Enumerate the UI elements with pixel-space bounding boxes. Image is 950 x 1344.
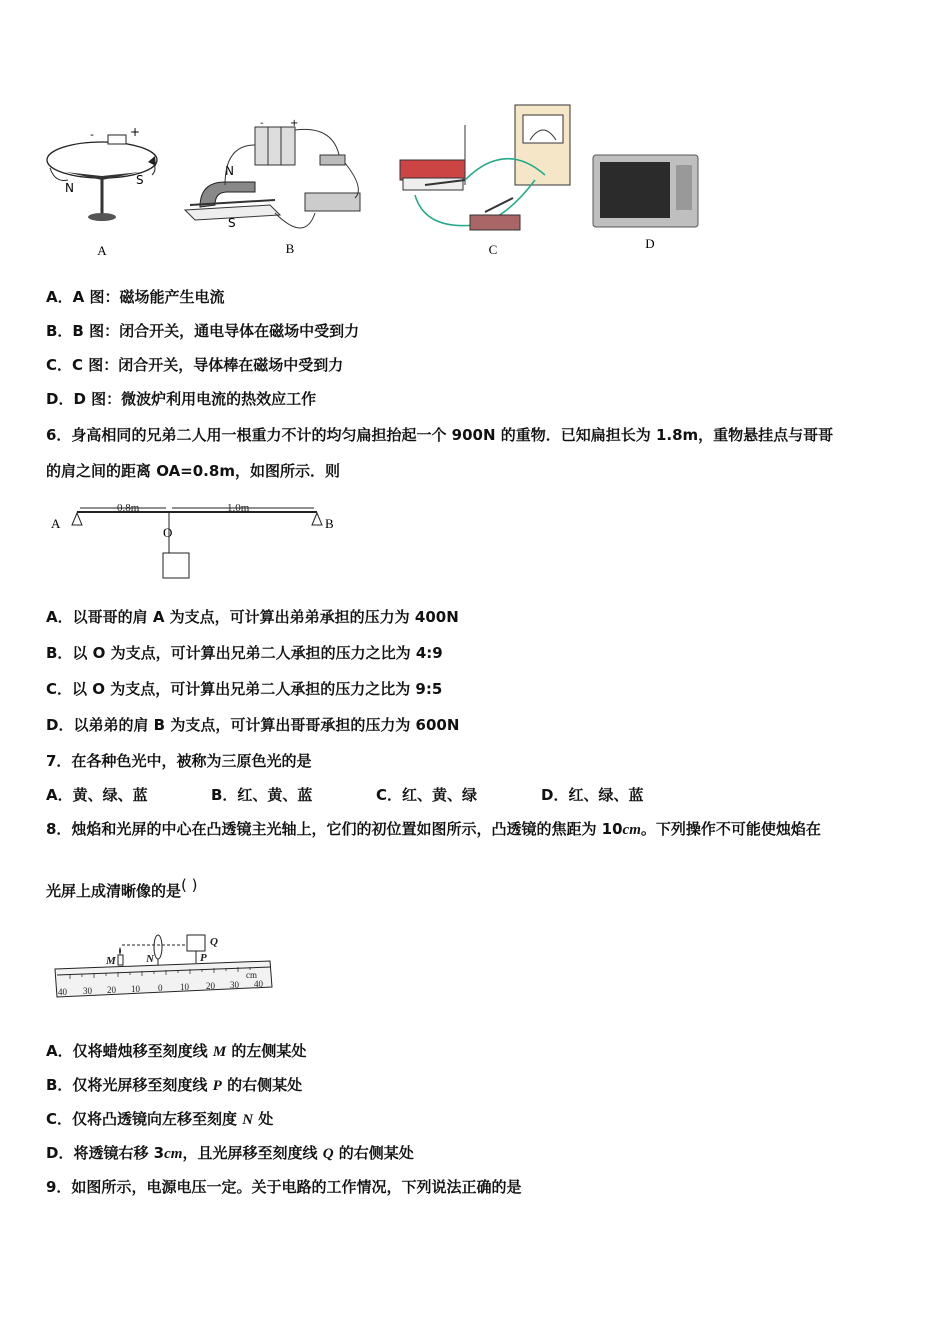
- lever-diagram: [45, 495, 345, 585]
- figure-c: [395, 100, 580, 260]
- fig-a-minus: -: [90, 128, 94, 141]
- lever-a-label: A: [51, 516, 61, 531]
- q6-stem-line2: 的肩之间的距离 OA=0.8m，如图所示．则: [46, 462, 340, 480]
- q7-option-d[interactable]: D．红、绿、蓝: [541, 786, 644, 804]
- q8-option-b-pre: B．仅将光屏移至刻度线: [46, 1076, 213, 1094]
- q8-option-a[interactable]: [46, 1040, 306, 1061]
- q8-option-a-pre: A．仅将蜡烛移至刻度线: [46, 1042, 213, 1060]
- lever-ob-length: 1.0m: [227, 502, 250, 514]
- q8-option-d-post: 的右侧某处: [333, 1144, 414, 1162]
- q6-option-a[interactable]: A．以哥哥的肩 A 为支点，可计算出弟弟承担的压力为 400N: [46, 608, 459, 626]
- q8-option-a-post: 的左侧某处: [226, 1042, 307, 1060]
- ruler-mark-q: Q: [210, 936, 218, 948]
- fig-b-s: S: [228, 216, 236, 230]
- q7-option-a[interactable]: A．黄、绿、蓝: [46, 786, 148, 804]
- ruler-tick-2: 20: [107, 985, 116, 995]
- q8-stem-line2: [46, 876, 198, 901]
- figure-a: [40, 120, 180, 265]
- q8-option-b[interactable]: [46, 1074, 302, 1095]
- q8-option-d[interactable]: [46, 1142, 414, 1163]
- ruler-tick-4: 0: [158, 983, 163, 993]
- q8-option-c-post: 处: [253, 1110, 274, 1128]
- q8-answer-blank[interactable]: ( ): [181, 876, 198, 894]
- ruler-tick-7: 30: [230, 980, 239, 990]
- q7-options: [46, 784, 706, 805]
- q6-option-c[interactable]: C．以 O 为支点，可计算出兄弟二人承担的压力之比为 9:5: [46, 680, 443, 698]
- fig-a-n: N: [65, 181, 74, 195]
- fig-d-label: D: [645, 236, 655, 251]
- q8-option-d-mid: ，且光屏移至刻度线: [182, 1144, 323, 1162]
- q8-option-a-var: M: [212, 1044, 227, 1060]
- q5-option-d[interactable]: D．D 图：微波炉利用电流的热效应工作: [46, 390, 317, 408]
- q6-option-d[interactable]: D．以弟弟的肩 B 为支点，可计算出哥哥承担的压力为 600N: [46, 716, 460, 734]
- q6-option-b[interactable]: B．以 O 为支点，可计算出兄弟二人承担的压力之比为 4:9: [46, 644, 443, 662]
- q5-option-b[interactable]: B．B 图：闭合开关，通电导体在磁场中受到力: [46, 322, 360, 340]
- q5-option-a[interactable]: A．A 图：磁场能产生电流: [46, 288, 225, 306]
- q8-option-b-post: 的右侧某处: [221, 1076, 303, 1094]
- q8-stem-part1: 8．烛焰和光屏的中心在凸透镜主光轴上，它们的初位置如图所示，凸透镜的焦距为 10: [46, 820, 623, 838]
- q7-option-b[interactable]: B．红、黄、蓝: [211, 786, 313, 804]
- fig-b-plus: +: [290, 118, 299, 129]
- q6-stem-line1: 6．身高相同的兄弟二人用一根重力不计的均匀扁担抬起一个 900N 的重物．已知扁担长为 1.8m，重物悬挂点与哥哥: [46, 426, 834, 444]
- figure-d: [588, 150, 708, 255]
- q8-option-d-pre: D．将透镜右移 3: [46, 1144, 165, 1162]
- ruler-tick-1: 30: [83, 986, 92, 996]
- ruler-mark-n: N: [146, 953, 154, 965]
- fig-a-plus: +: [130, 125, 141, 139]
- ruler-mark-m: M: [106, 955, 116, 967]
- lever-oa-length: 0.8m: [117, 502, 140, 514]
- q8-option-c-pre: C．仅将凸透镜向左移至刻度: [46, 1110, 243, 1128]
- q8-option-c[interactable]: [46, 1108, 273, 1129]
- ruler-unit: cm: [246, 970, 257, 980]
- q8-option-c-var: N: [242, 1112, 254, 1128]
- figure-b: [180, 115, 380, 265]
- fig-b-label: B: [285, 241, 295, 256]
- ruler-tick-6: 20: [206, 981, 215, 991]
- ruler-tick-8: 40: [254, 979, 263, 989]
- lever-o-label: O: [163, 525, 173, 540]
- q8-stem-unit: cm: [622, 822, 641, 838]
- q8-option-d-var2: Q: [322, 1146, 334, 1162]
- q8-stem-text: 光屏上成清晰像的是: [46, 882, 182, 900]
- q9-stem: 9．如图所示，电源电压一定。关于电路的工作情况，下列说法正确的是: [46, 1178, 522, 1196]
- fig-b-n: N: [225, 164, 234, 178]
- q8-stem-part2: 。下列操作不可能使烛焰在: [640, 820, 821, 838]
- fig-b-minus: -: [260, 118, 264, 129]
- q8-option-b-var: P: [212, 1078, 222, 1094]
- lever-b-label: B: [325, 516, 334, 531]
- q5-option-c[interactable]: C．C 图：闭合开关，导体棒在磁场中受到力: [46, 356, 344, 374]
- fig-a-label: A: [97, 243, 107, 258]
- ruler-tick-5: 10: [180, 982, 189, 992]
- q7-stem: 7．在各种色光中，被称为三原色光的是: [46, 752, 312, 770]
- ruler-tick-0: 40: [58, 987, 67, 997]
- q8-option-d-var: cm: [164, 1146, 183, 1162]
- fig-a-s: S: [136, 173, 144, 187]
- ruler-mark-p: P: [200, 952, 207, 964]
- optical-bench-diagram: [50, 925, 280, 1005]
- fig-c-label: C: [488, 242, 498, 257]
- q7-option-c[interactable]: C．红、黄、绿: [376, 786, 478, 804]
- ruler-tick-3: 10: [131, 984, 140, 994]
- q8-stem-line1: [46, 818, 821, 839]
